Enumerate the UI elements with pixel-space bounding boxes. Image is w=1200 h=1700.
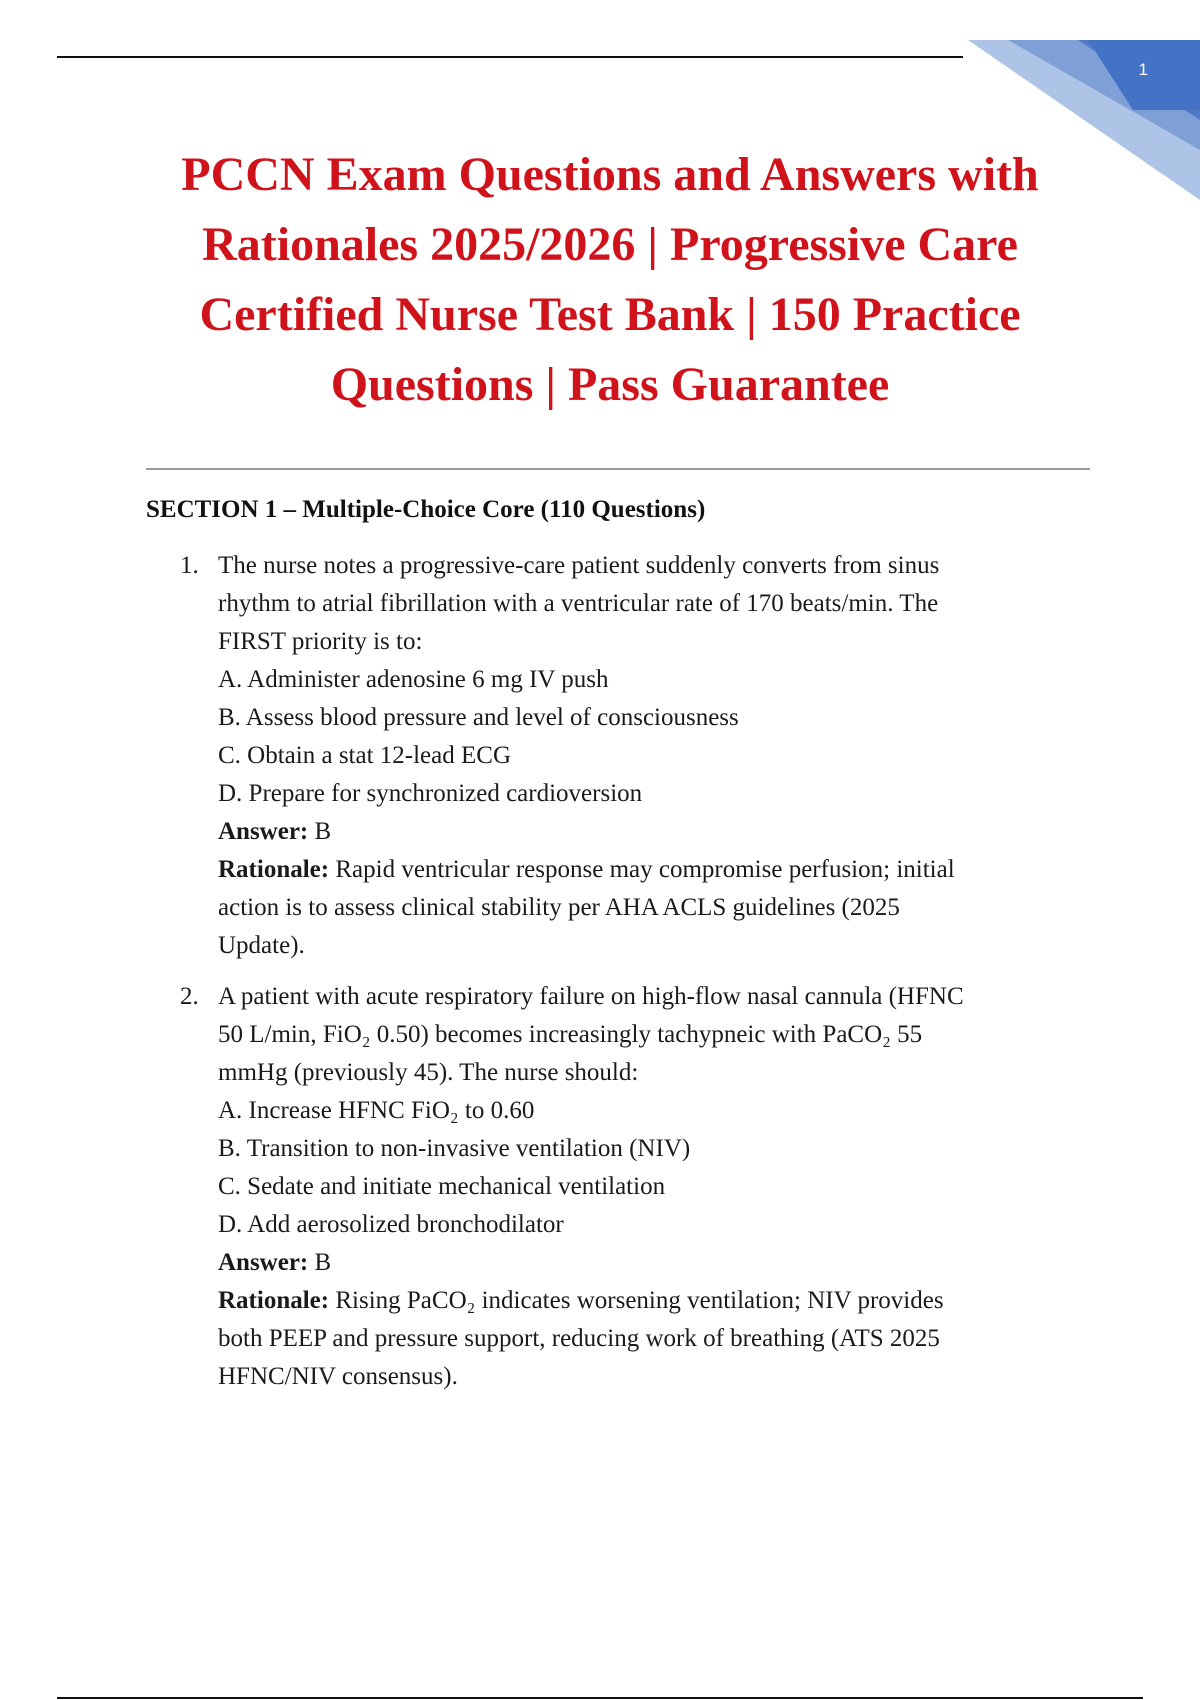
question-number: 1. [180,552,199,579]
answer-label: Answer: [218,818,309,845]
rationale-line [218,851,1080,889]
section-heading: SECTION 1 – Multiple-Choice Core (110 Questions) [146,496,706,523]
answer-option-a: A. Administer adenosine 6 mg IV push [218,666,609,693]
rationale-text: both PEEP and pressure support, reducing work of breathing (ATS 2025 [218,1325,940,1352]
answer-option-b: B. Transition to non-invasive ventilation (NIV) [218,1135,691,1162]
title-divider [146,468,1090,470]
question-stem-line: A patient with acute respiratory failure on high-flow nasal cannula (HFNC [218,983,964,1010]
answer-option-c: C. Obtain a stat 12-lead ECG [218,742,511,769]
question-stem-line: mmHg (previously 45). The nurse should: [218,1059,639,1086]
rationale-text: Rapid ventricular response may compromise perfusion; initial [335,856,955,883]
question-item [180,547,1080,965]
answer-option-d: D. Prepare for synchronized cardioversion [218,780,643,807]
answer-option-d: D. Add aerosolized bronchodilator [218,1211,564,1238]
page-number: 1 [1138,60,1148,79]
answer-label: Answer: [218,1249,309,1276]
rationale-text: Rising PaCO₂ indicates worsening ventilation; NIV provides [335,1287,944,1314]
rationale-line [218,1282,1080,1320]
question-number: 2. [180,983,199,1010]
rationale-text: Update). [218,932,305,959]
answer-option-c: C. Sedate and initiate mechanical ventilation [218,1173,666,1200]
rationale-label: Rationale: [218,856,330,883]
answer-value: B [314,818,332,845]
rationale-text: HFNC/NIV consensus). [218,1363,458,1390]
answer-option-b: B. Assess blood pressure and level of consciousness [218,704,739,731]
question-stem-line: rhythm to atrial fibrillation with a ventricular rate of 170 beats/min. The [218,590,939,617]
footer-rule [57,1697,1143,1699]
question-stem-line: FIRST priority is to: [218,628,423,655]
rationale-label: Rationale: [218,1287,330,1314]
question-stem-line: The nurse notes a progressive-care patient suddenly converts from sinus [218,552,940,579]
question-stem-line: 50 L/min, FiO₂ 0.50) becomes increasingly tachypneic with PaCO₂ 55 [218,1021,923,1048]
answer-line [218,813,1080,851]
rationale-text: action is to assess clinical stability per AHA ACLS guidelines (2025 [218,894,900,921]
answer-value: B [314,1249,332,1276]
answer-line [218,1244,1080,1282]
question-item [180,978,1080,1396]
document-title: PCCN Exam Questions and Answers with Rationales 2025/2026 | Progressive Care Certified Nurse Test Bank | 150 Practice Questions | Pass Guarantee [181,148,1039,411]
answer-option-a: A. Increase HFNC FiO₂ to 0.60 [218,1097,535,1124]
header-rule [57,56,963,58]
